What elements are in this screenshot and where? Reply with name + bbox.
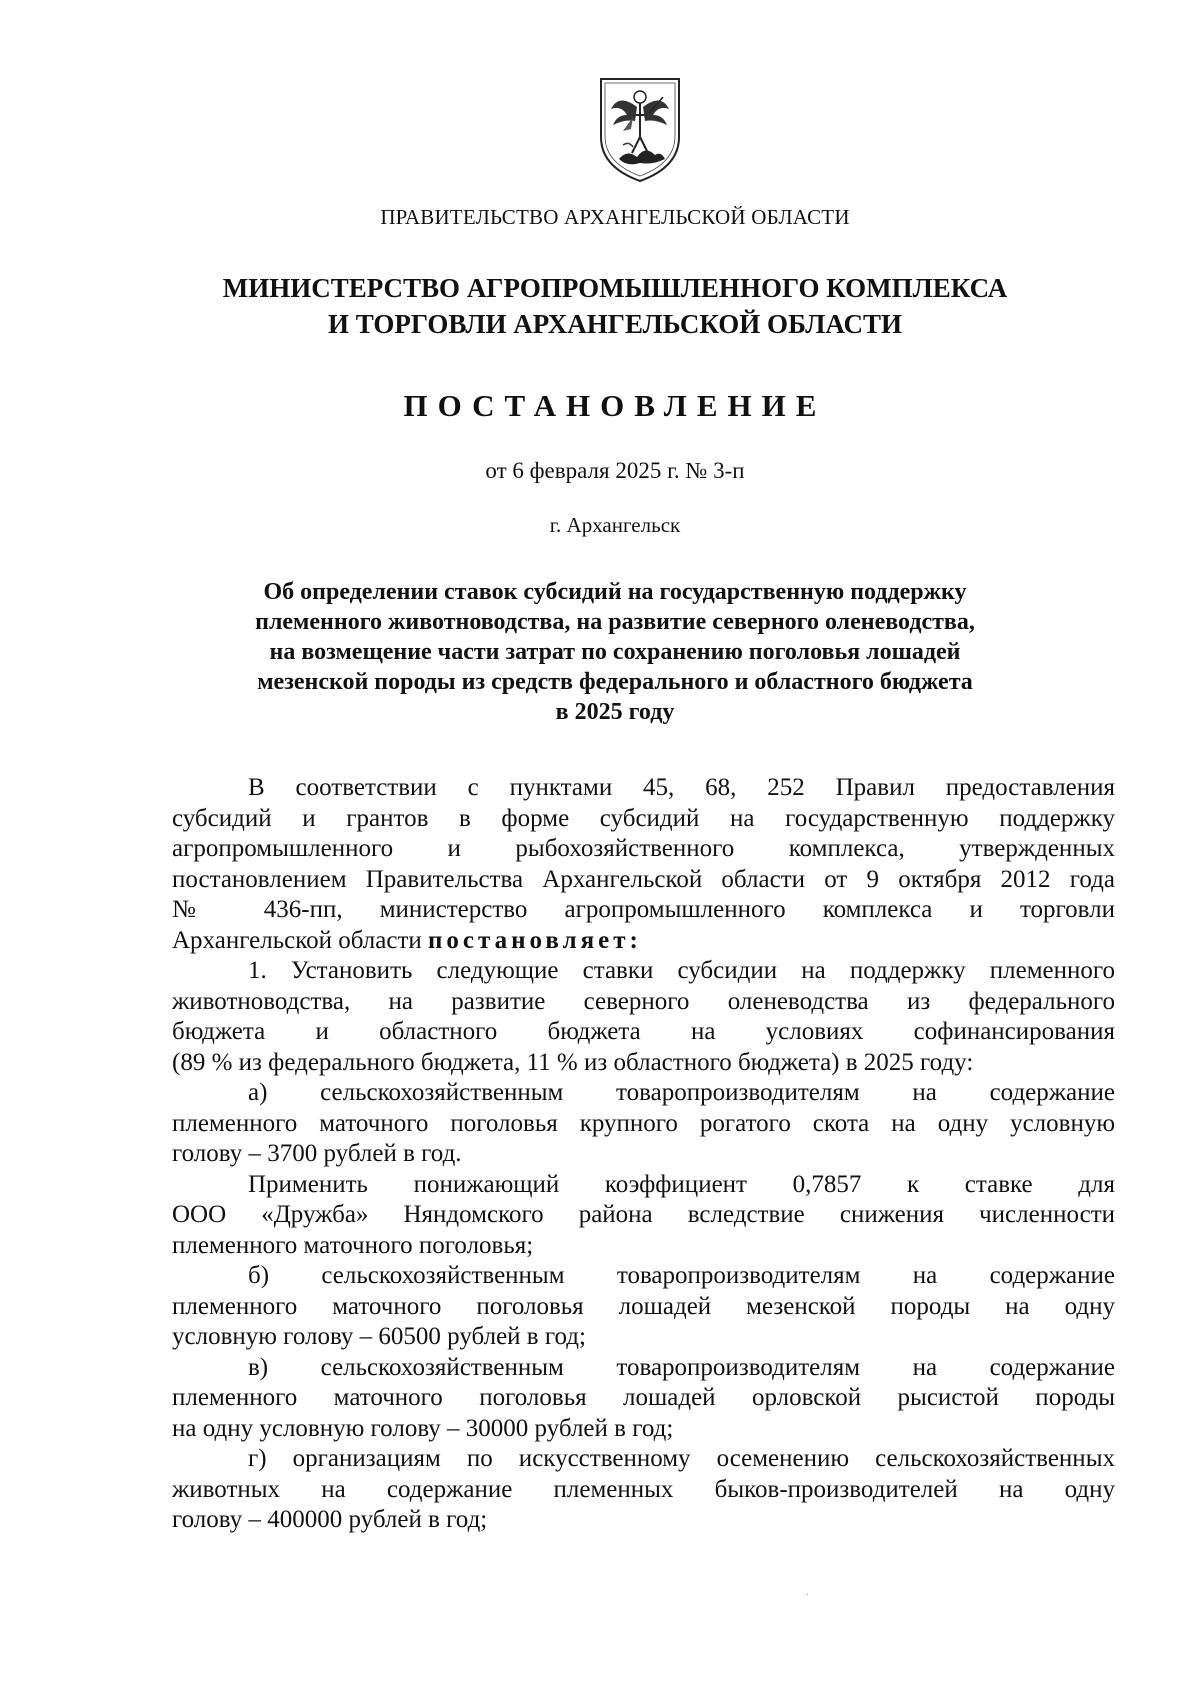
subject-line-3: на возмещение части затрат по сохранению поголовья лошадей — [269, 639, 961, 665]
text-line-with-decree-word — [172, 926, 1115, 957]
subject-line-4: мезенской породы из средств федерального и областного бюджета — [257, 669, 973, 695]
text-line: Применить понижающий коэффициент 0,7857 к ставке для — [248, 1170, 1115, 1198]
subject-line-5: в 2025 году — [555, 699, 675, 725]
document-city: г. Архангельск — [549, 513, 681, 537]
text-line: г) организациям по искусственному осеменению сельскохозяйственных — [248, 1445, 1115, 1472]
text-line: (89 % из федерального бюджета, 11 % из областного бюджета) в 2025 году: — [172, 1048, 974, 1076]
preamble-paragraph — [172, 773, 1115, 956]
item-b-paragraph — [172, 1261, 1115, 1353]
item-v-paragraph — [172, 1353, 1115, 1445]
text-line: в) сельскохозяйственным товаропроизводителям на содержание — [248, 1353, 1115, 1381]
item-1-paragraph — [172, 956, 1115, 1078]
text-line: 1. Установить следующие ставки субсидии на поддержку племенного — [248, 957, 1115, 984]
text-line: животных на содержание племенных быков-производителей на одну — [172, 1475, 1115, 1503]
text-line: постановлением Правительства Архангельской области от 9 октября 2012 года — [172, 865, 1115, 893]
decree-word: постановляет: — [428, 926, 642, 954]
scan-speck: · — [806, 1590, 810, 1601]
government-name: ПРАВИТЕЛЬСТВО АРХАНГЕЛЬСКОЙ ОБЛАСТИ — [380, 205, 850, 229]
text-line: ООО «Дружба» Няндомского района вследствие снижения численности — [172, 1201, 1115, 1228]
text-line: на одну условную голову – 30000 рублей в год; — [172, 1414, 674, 1442]
text-line: племенного маточного поголовья лошадей мезенской породы на одну — [172, 1292, 1115, 1320]
text-line: условную голову – 60500 рублей в год; — [172, 1323, 586, 1350]
text-line: бюджета и областного бюджета на условиях софинансирования — [172, 1018, 1115, 1045]
text-line: б) сельскохозяйственным товаропроизводителям на содержание — [248, 1262, 1115, 1289]
text-line: племенного маточного поголовья лошадей орловской рысистой породы — [172, 1384, 1115, 1411]
ministry-name — [150, 270, 1080, 342]
coat-of-arms-emblem — [597, 75, 683, 185]
ministry-name-line-2: И ТОРГОВЛИ АРХАНГЕЛЬСКОЙ ОБЛАСТИ — [327, 309, 903, 339]
item-g-paragraph — [172, 1444, 1115, 1536]
document-subject — [150, 577, 1080, 727]
text-line: племенного маточного поголовья; — [172, 1231, 534, 1259]
ministry-name-line-1: МИНИСТЕРСТВО АГРОПРОМЫШЛЕННОГО КОМПЛЕКСА — [222, 273, 1008, 303]
text-line: животноводства, на развитие северного оленеводства из федерального — [172, 987, 1115, 1015]
text-line: В соответствии с пунктами 45, 68, 252 Правил предоставления — [248, 774, 1115, 801]
text-line: а) сельскохозяйственным товаропроизводителям на содержание — [248, 1079, 1115, 1106]
document-type-heading: ПОСТАНОВЛЕНИЕ — [403, 388, 827, 423]
text-segment: Архангельской области — [172, 926, 422, 954]
text-line: голову – 3700 рублей в год. — [172, 1140, 462, 1167]
text-line: № 436-пп, министерство агропромышленного комплекса и торговли — [172, 896, 1115, 923]
document-body — [172, 773, 1115, 1536]
subject-line-1: Об определении ставок субсидий на государственную поддержку — [263, 579, 967, 605]
coefficient-paragraph — [172, 1170, 1115, 1262]
text-line: племенного маточного поголовья крупного рогатого скота на одну условную — [172, 1109, 1115, 1137]
text-line: агропромышленного и рыбохозяйственного комплекса, утвержденных — [172, 835, 1115, 862]
subject-line-2: племенного животноводства, на развитие северного оленеводства, — [255, 609, 975, 635]
document-date-number: от 6 февраля 2025 г. № 3-п — [485, 458, 745, 483]
text-line: голову – 400000 рублей в год; — [172, 1506, 488, 1533]
text-line: субсидий и грантов в форме субсидий на государственную поддержку — [172, 804, 1115, 832]
item-a-paragraph — [172, 1078, 1115, 1170]
